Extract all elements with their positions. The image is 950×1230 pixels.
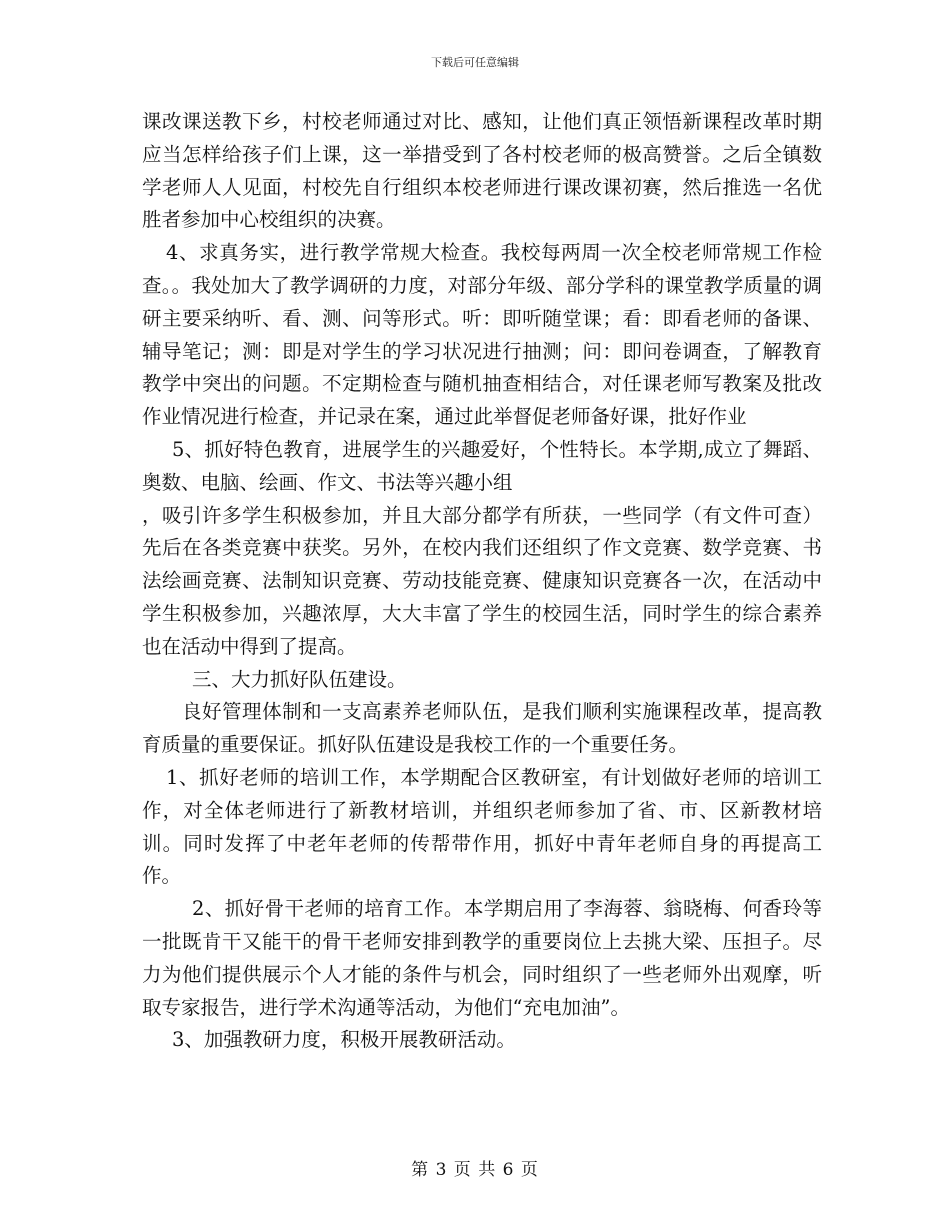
section-heading-team-building: 三、大力抓好队伍建设。 (192, 667, 407, 691)
paragraph-course-reform: 课改课送教下乡，村校老师通过对比、感知，让他们真正领悟新课程改革时期应当怎样给孩子们上课，这一举措受到了各村校老师的极高赞誉。之后全镇数学老师人人见面，村校先自行组织本校老师进行课改课初赛，然后推选一名优胜者参加中心校组织的决赛。 (142, 110, 822, 232)
paragraph-management-system: 良好管理体制和一支高素养老师队伍，是我们顺利实施课程改革，提高教育质量的重要保证。抓好队伍建设是我校工作的一个重要任务。 (142, 700, 822, 757)
document-body (142, 106, 822, 1057)
paragraph-backbone-teachers: 2、抓好骨干老师的培育工作。本学期启用了李海蓉、翁晓梅、何香玲等一批既肯干又能干的骨干老师安排到教学的重要岗位上去挑大梁、压担子。尽力为他们提供展示个人才能的条件与机会，同时组织了一些老师外出观摩，听取专家报告，进行学术沟通等活动，为他们“充电加油”。 (142, 897, 822, 1019)
page-header: 下载后可任意编辑 (431, 56, 519, 69)
page-number: 第 3 页 共 6 页 (411, 1160, 539, 1180)
paragraph-interest-groups: ，吸引许多学生积极参加，并且大部分都学有所获，一些同学（有文件可查）先后在各类竞赛中获奖。另外，在校内我们还组织了作文竞赛、数学竞赛、书法绘画竞赛、法制知识竞赛、劳动技能竞赛、健康知识竞赛各一次，在活动中学生积极参加，兴趣浓厚，大大丰富了学生的校园生活，同时学生的综合素养也在活动中得到了提高。 (142, 503, 822, 658)
paragraph-special-education: 5、抓好特色教育，进展学生的兴趣爱好，个性特长。本学期,成立了舞蹈、奥数、电脑、绘画、作文、书法等兴趣小组 (142, 437, 822, 494)
paragraph-teaching-research: 3、加强教研力度，积极开展教研活动。 (172, 1028, 516, 1052)
paragraph-routine-inspection: 4、求真务实，进行教学常规大检查。我校每两周一次全校老师常规工作检查。。我处加大了教学调研的力度，对部分年级、部分学科的课堂教学质量的调研主要采纳听、看、测、问等形式。听：即听随堂课；看：即看老师的备课、辅导笔记；测：即是对学生的学习状况进行抽测；问：即问卷调查，了解教育教学中突出的问题。不定期检查与随机抽查相结合，对任课老师写教案及批改作业情况进行检查，并记录在案，通过此举督促老师备好课，批好作业 (142, 241, 822, 429)
paragraph-teacher-training: 1、抓好老师的培训工作，本学期配合区教研室，有计划做好老师的培训工作，对全体老师进行了新教材培训，并组织老师参加了省、市、区新教材培训。同时发挥了中老年老师的传帮带作用，抓好中青年老师自身的再提高工作。 (142, 765, 822, 888)
